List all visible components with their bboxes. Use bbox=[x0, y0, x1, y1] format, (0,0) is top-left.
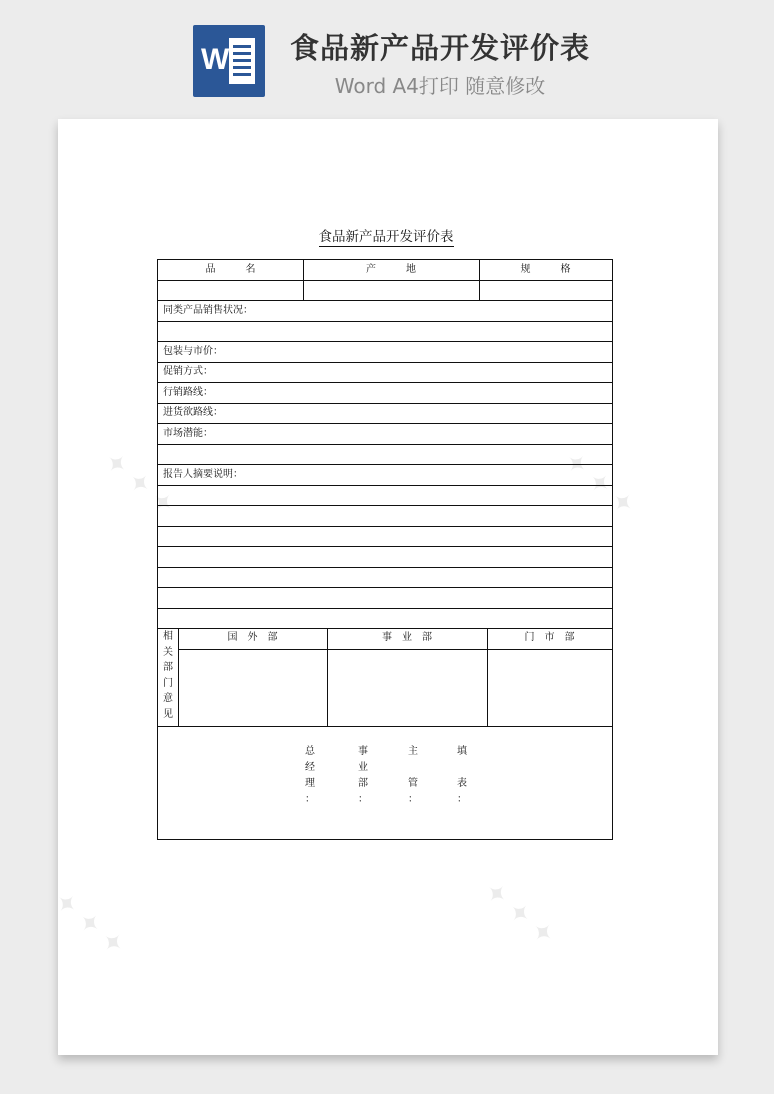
dept-opinion-label: 相 关 部 门 意 见 bbox=[163, 631, 173, 720]
head-cell-spec: 规 格 bbox=[520, 264, 571, 275]
watermark: ✦ ✦ ✦ bbox=[47, 886, 130, 962]
signature-general-manager: 总 经 理 ： bbox=[305, 746, 315, 805]
watermark: ✦ ✦ ✦ bbox=[477, 876, 560, 952]
dept-foreign: 国 外 部 bbox=[227, 632, 278, 643]
dept-store: 门 市 部 bbox=[524, 632, 575, 643]
word-letter: W bbox=[201, 43, 230, 76]
watermark: ✦ ✦ ✦ bbox=[97, 446, 180, 522]
page-title: 食品新产品开发评价表 bbox=[289, 31, 590, 65]
document-page bbox=[47, 119, 718, 1055]
row-label-sales: 同类产品销售状况： bbox=[163, 305, 253, 316]
row-label-channel: 行销路线： bbox=[163, 387, 213, 398]
page-subtitle: Word A4打印 随意修改 bbox=[334, 74, 546, 98]
dept-business: 事 业 部 bbox=[382, 632, 432, 643]
signature-filler: 填 表 ： bbox=[457, 746, 467, 805]
watermark: ✦ ✦ ✦ bbox=[557, 446, 640, 522]
signature-business-dept: 事 业 部 ： bbox=[358, 746, 368, 805]
document-title-text: 食品新产品开发评价表 bbox=[318, 229, 454, 245]
row-label-promotion: 促销方式： bbox=[163, 366, 213, 377]
row-label-summary: 报告人摘要说明： bbox=[163, 469, 243, 480]
document-lines-icon bbox=[229, 38, 255, 84]
row-label-potential: 市场潜能： bbox=[163, 428, 213, 439]
word-icon bbox=[193, 25, 265, 97]
signature-supervisor: 主 管 ： bbox=[408, 746, 418, 805]
head-cell-origin: 产 地 bbox=[366, 264, 416, 275]
page-header bbox=[0, 0, 774, 110]
row-label-purchase: 进货欲路线： bbox=[163, 407, 223, 418]
evaluation-form bbox=[157, 259, 613, 840]
head-cell-name: 品 名 bbox=[205, 264, 256, 275]
document-title bbox=[58, 225, 714, 245]
row-label-packaging: 包装与市价： bbox=[163, 346, 223, 357]
